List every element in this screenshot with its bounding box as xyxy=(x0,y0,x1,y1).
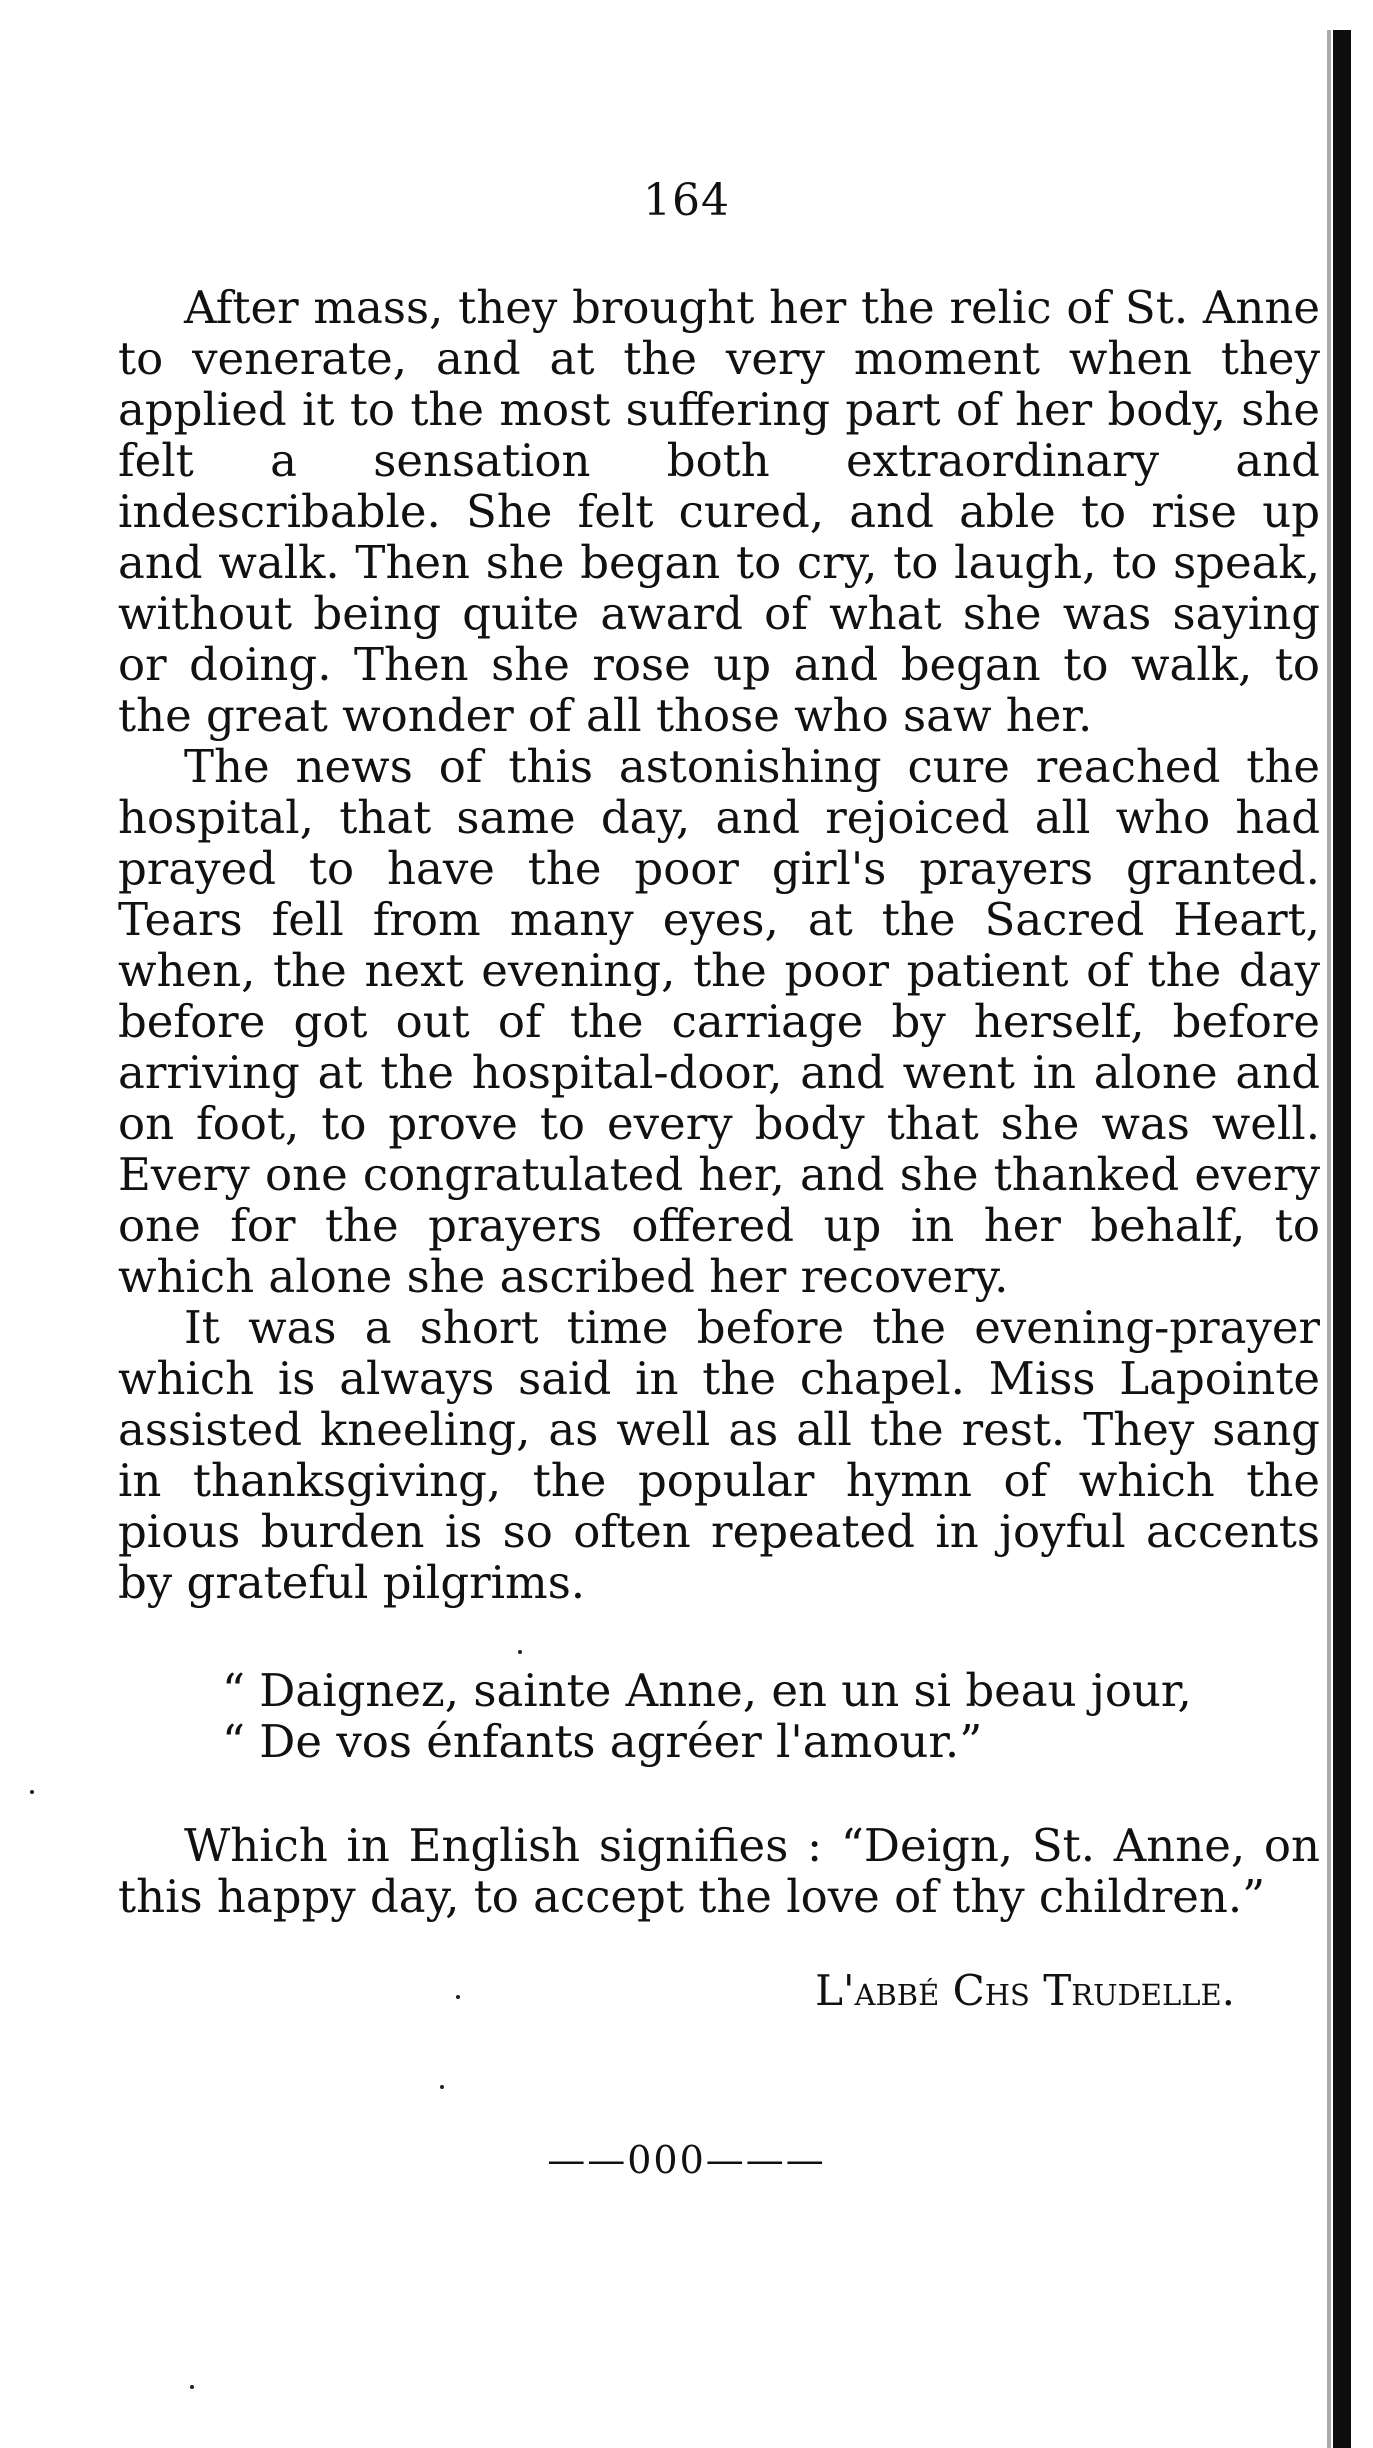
author-signature: L'abbé Chs Trudelle. xyxy=(815,1966,1235,2015)
body-text xyxy=(118,282,1320,1608)
hymn-verse xyxy=(222,1665,1192,1767)
paragraph-evening-prayer: It was a short time before the evening-prayer which is always said in the chapel. Miss Lapointe assisted kneeling, as well as all the rest. They sang in thanksgiving, the popular hymn of which the pious burden is so often repeated in joyful accents by grateful pilgrims. xyxy=(118,1301,1320,1609)
translation-paragraph: Which in English signifies : “Deign, St. Anne, on this happy day, to accept the love of thy children.” xyxy=(118,1819,1320,1923)
print-speck xyxy=(456,1995,460,1999)
verse-line: “ Daignez, sainte Anne, en un si beau jour, xyxy=(222,1664,1192,1717)
paragraph-relic-cure: After mass, they brought her the relic of St. Anne to venerate, and at the very moment when they applied it to the most suffering part of her body, she felt a sensation both extraordinary and indescribable. She felt cured, and able to rise up and walk. Then she began to cry, to laugh, to speak, without being quite award of what she was saying or doing. Then she rose up and began to walk, to the great wonder of all those who saw her. xyxy=(118,281,1320,742)
paragraph-hospital-news: The news of this astonishing cure reached the hospital, that same day, and rejoiced all who had prayed to have the poor girl's prayers granted. Tears fell from many eyes, at the Sacred Heart, when, the next evening, the poor patient of the day before got out of the carriage by herself, before arriving at the hospital-door, and went in alone and on foot, to prove to every body that she was well. Every one congratulated her, and she thanked every one for the prayers offered up in her behalf, to which alone she ascribed her recovery. xyxy=(118,740,1320,1303)
binding-edge xyxy=(1333,30,1351,2448)
print-speck xyxy=(30,1790,34,1794)
print-speck xyxy=(518,1650,522,1654)
verse-line: “ De vos énfants agréer l'amour.” xyxy=(222,1715,983,1768)
page-number: 164 xyxy=(643,175,730,226)
print-speck xyxy=(440,2085,444,2089)
section-separator: ——000——— xyxy=(547,2138,826,2182)
print-speck xyxy=(190,2385,194,2389)
